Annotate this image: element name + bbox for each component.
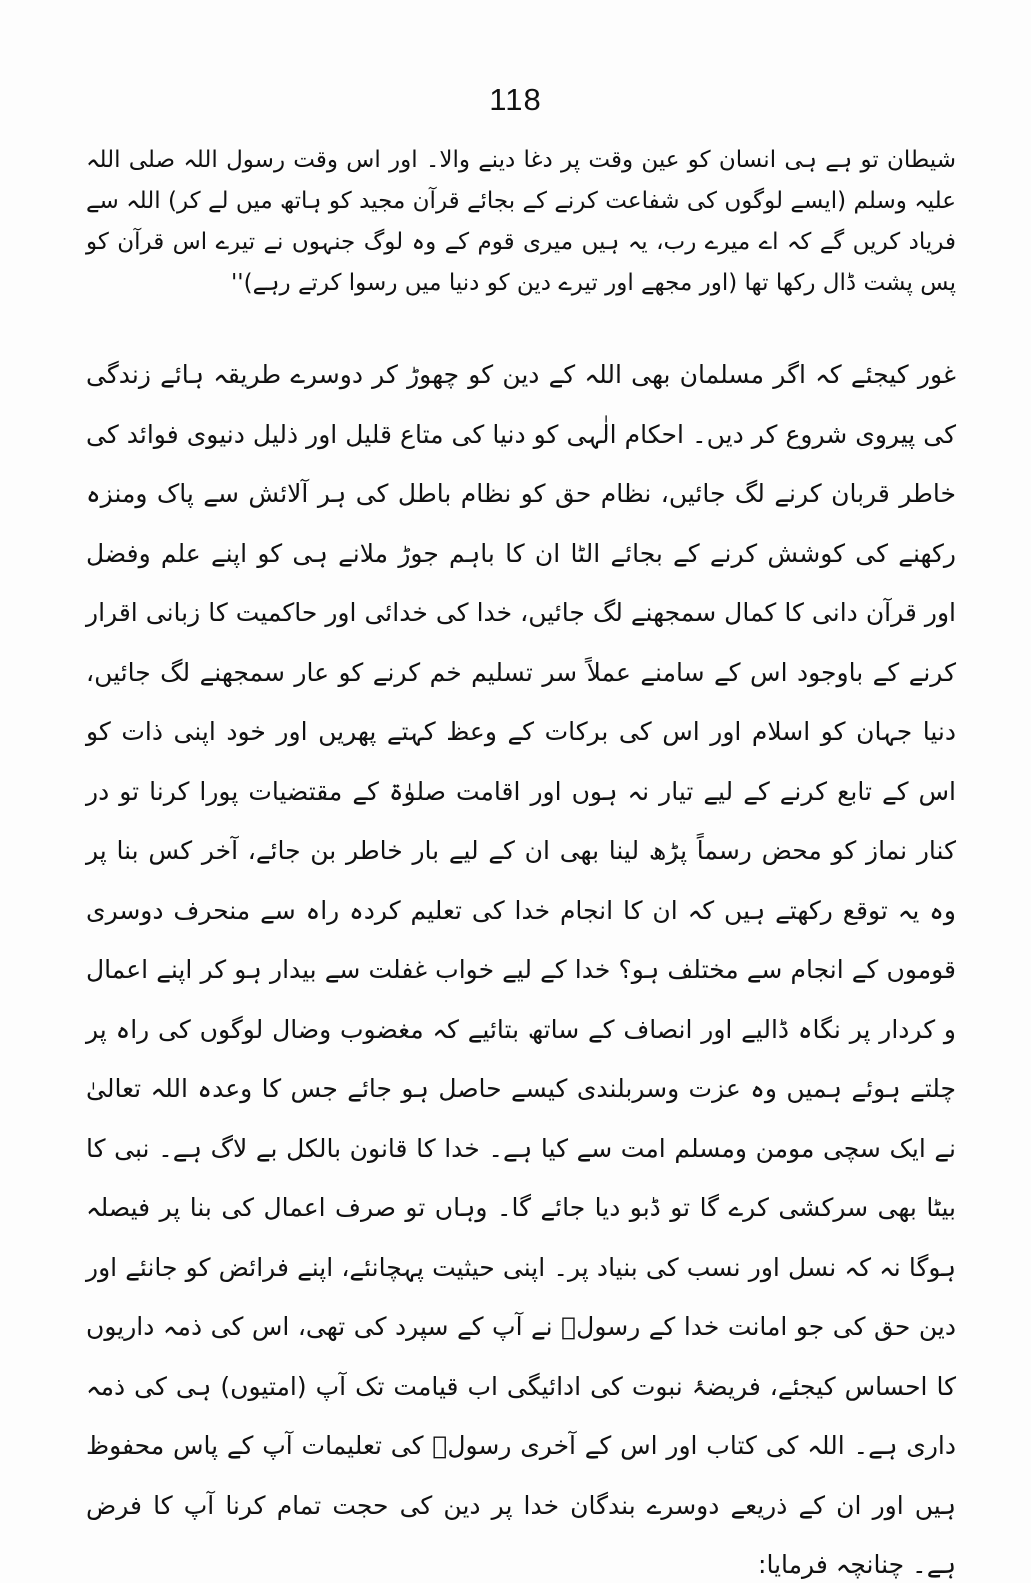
quote-text: شیطان تو ہے ہی انسان کو عین وقت پر دغا دینے والا۔ اور اس وقت رسول اللہ صلی اللہ علیہ وسلم (ایسے لوگوں کی شفاعت کرنے کے بجائے قرآن مجید کو ہاتھ میں لے کر) اللہ سے فریاد کریں گے کہ اے میرے رب، یہ ہیں میری قوم کے وہ لوگ جنہوں نے تیرے اس قرآن کو پس پشت ڈال رکھا تھا (اور مجھے اور تیرے دین کو دنیا میں رسوا کرتے رہے)'' <box>86 147 956 296</box>
page-number: 118 <box>489 82 542 117</box>
quote-paragraph <box>86 140 956 304</box>
body-paragraph <box>86 345 956 1595</box>
body-text: غور کیجئے کہ اگر مسلمان بھی اللہ کے دین کو چھوڑ کر دوسرے طریقہ ہائے زندگی کی پیروی شروع کر دیں۔ احکام الٰہی کو دنیا کی متاع قلیل اور ذلیل دنیوی فوائد کی خاطر قربان کرنے لگ جائیں، نظام حق کو نظام باطل کی ہر آلائش سے پاک ومنزہ رکھنے کی کوشش کرنے کے بجائے الٹا ان کا باہم جوڑ ملانے ہی کو اپنے علم وفضل اور قرآن دانی کا کمال سمجھنے لگ جائیں، خدا کی خدائی اور حاکمیت کا زبانی اقرار کرنے کے باوجود اس کے سامنے عملاً سر تسلیم خم کرنے کو عار سمجھنے لگ جائیں، دنیا جہان کو اسلام اور اس کی برکات کے وعظ کہتے پھریں اور خود اپنی ذات کو اس کے تابع کرنے کے لیے تیار نہ ہوں اور اقامت صلوٰۃ کے مقتضیات پورا کرنا تو در کنار نماز کو محض رسماً پڑھ لینا بھی ان کے لیے بار خاطر بن جائے، آخر کس بنا پر وہ یہ توقع رکھتے ہیں کہ ان کا انجام خدا کی تعلیم کردہ راہ سے منحرف دوسری قوموں کے انجام سے مختلف ہو؟ خدا کے لیے خواب غفلت سے بیدار ہو کر اپنے اعمال و کردار پر نگاہ ڈالیے اور انصاف کے ساتھ بتائیے کہ مغضوب وضال لوگوں کی راہ پر چلتے ہوئے ہمیں وہ عزت وسربلندی کیسے حاصل ہو جائے جس کا وعدہ اللہ تعالیٰ نے ایک سچی مومن ومسلم امت سے کیا ہے۔ خدا کا قانون بالکل بے لاگ ہے۔ نبی کا بیٹا بھی سرکشی کرے گا تو ڈبو دیا جائے گا۔ وہاں تو صرف اعمال کی بنا پر فیصلہ ہوگا نہ کہ نسل اور نسب کی بنیاد پر۔ اپنی حیثیت پہچانئے، اپنے فرائض کو جانئے اور دین حق کی جو امانت خدا کے رسولؐ نے آپ کے سپرد کی تھی، اس کی ذمہ داریوں کا احساس کیجئے، فریضۂ نبوت کی ادائیگی اب قیامت تک آپ (امتیوں) ہی کی ذمہ داری ہے۔ اللہ کی کتاب اور اس کے آخری رسولؐ کی تعلیمات آپ کے پاس محفوظ ہیں اور ان کے ذریعے دوسرے بندگان خدا پر دین کی حجت تمام کرنا آپ کا فرض ہے۔ چنانچہ فرمایا: <box>86 360 956 1579</box>
